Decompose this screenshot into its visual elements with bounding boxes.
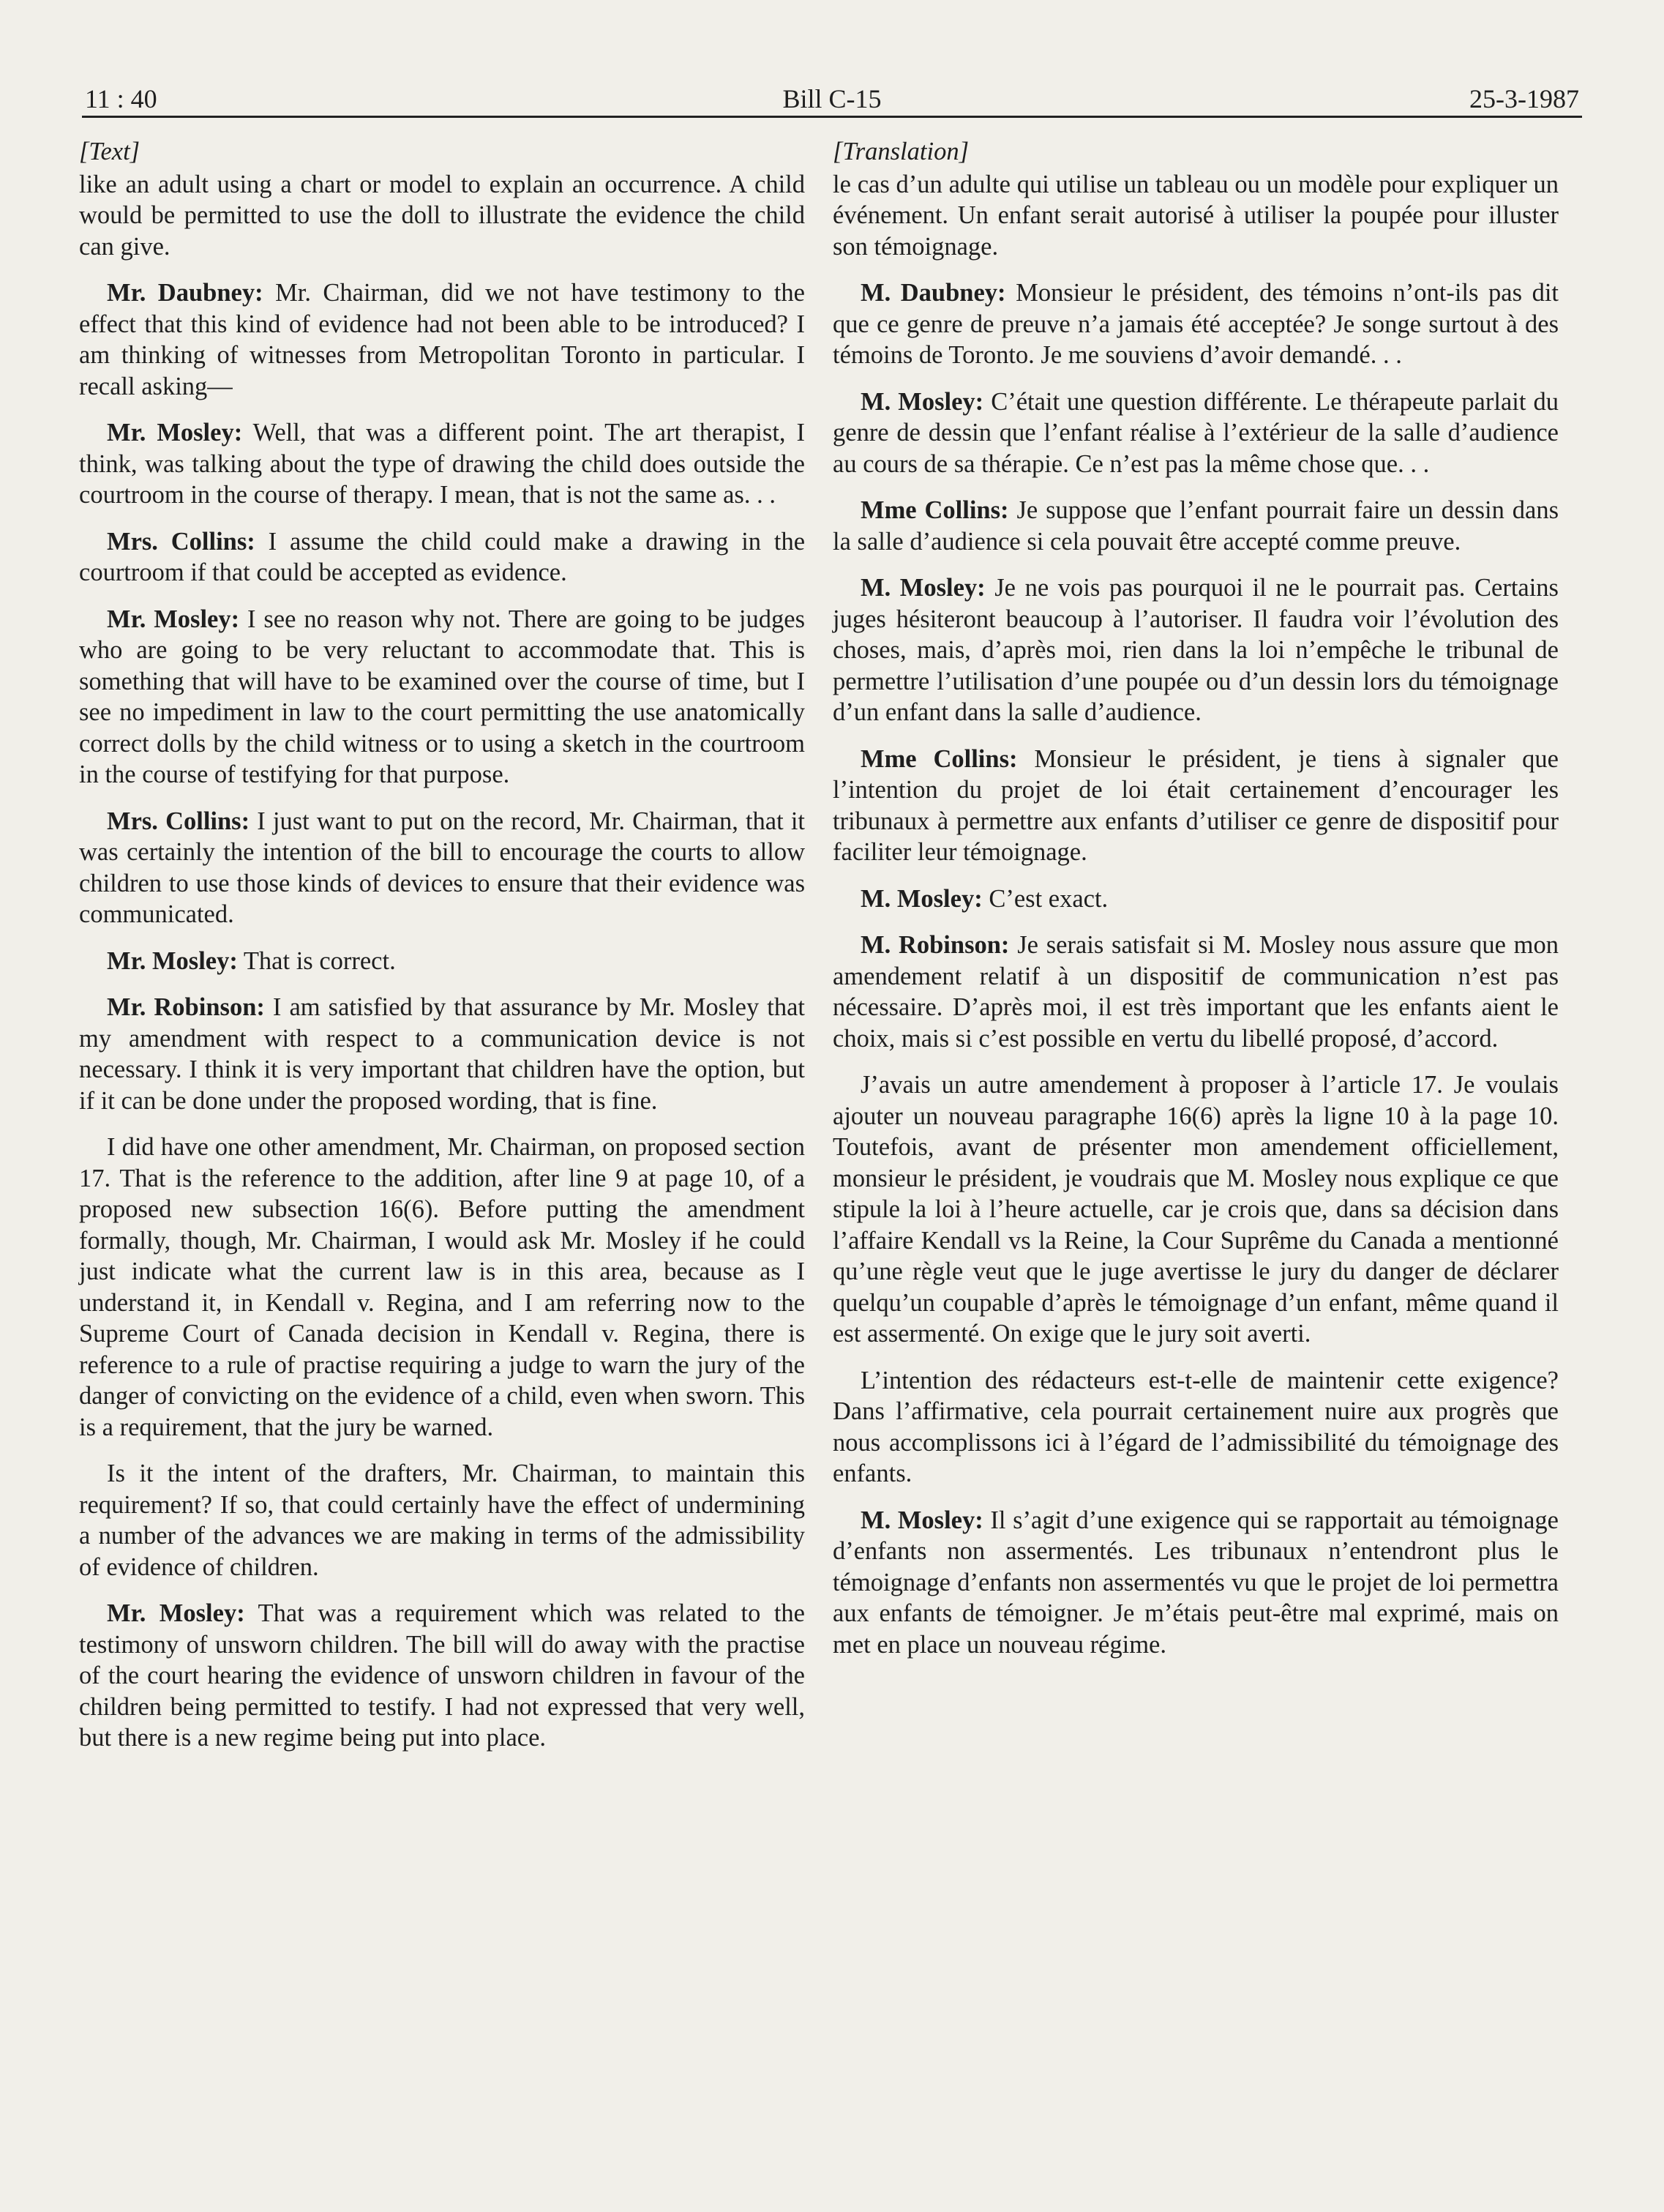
paragraph-text: C’est exact. xyxy=(982,884,1109,913)
paragraph-text: J’avais un autre amendement à proposer à l’article 17. Je voulais ajouter un nouveau paragraphe 16(6) après la ligne 10 à la page 10. Toutefois, avant de présenter mon amendement officiellement, monsieur le président, je voudrais que M. Mosley nous explique ce que stipule la loi à l’heure actuelle, car je crois que, dans sa décision dans l’affaire Kendall vs la Reine, la Cour Suprême du Canada a mentionné qu’une règle veut que le juge avertisse le jury du danger de déclarer quelqu’un coupable d’après le témoignage d’un enfant, même quand il est assermenté. On exige que le jury soit averti. xyxy=(833,1071,1559,1348)
transcript-paragraph xyxy=(833,495,1559,557)
speaker-name: Mr. Robinson: xyxy=(107,993,265,1021)
paragraph-text: Je suppose que l’enfant pourrait faire un dessin dans la salle d’audience si cela pouvait être accepté comme preuve. xyxy=(833,496,1559,556)
speaker-name: Mr. Mosley: xyxy=(107,1599,245,1627)
speaker-name: Mr. Mosley: xyxy=(107,605,240,633)
transcript-paragraph xyxy=(79,169,805,263)
transcript-paragraph xyxy=(833,744,1559,868)
paragraph-text: I just want to put on the record, Mr. Chairman, that it was certainly the intention of the bill to encourage the courts to allow children to use those kinds of devices to ensure that their evidence was communicated. xyxy=(79,807,806,928)
paragraph-text: I am satisfied by that assurance by Mr. Mosley that my amendment with respect to a communication device is not necessary. I think it is very important that children have the option, but if it can be done under the proposed wording, that is fine. xyxy=(79,993,805,1115)
speaker-name: Mr. Mosley: xyxy=(107,419,243,446)
transcript-paragraph xyxy=(833,572,1559,728)
speaker-name: Mme Collins: xyxy=(861,744,1018,773)
transcript-paragraph xyxy=(79,277,805,402)
transcript-paragraph xyxy=(79,946,805,977)
transcript-paragraph xyxy=(833,169,1559,263)
page-number: 11 : 40 xyxy=(85,84,157,113)
transcript-paragraph xyxy=(833,386,1559,480)
speaker-name: M. Robinson: xyxy=(861,931,1010,959)
speaker-name: M. Daubney: xyxy=(861,279,1006,307)
running-header xyxy=(82,79,1582,118)
bill-title: Bill C-15 xyxy=(782,84,882,113)
transcript-paragraph xyxy=(833,930,1559,1054)
transcript-paragraph xyxy=(79,992,805,1116)
transcript-paragraph xyxy=(79,1132,805,1443)
speaker-name: M. Mosley: xyxy=(861,387,984,416)
speaker-name: M. Mosley: xyxy=(861,1506,983,1534)
paragraph-text: L’intention des rédacteurs est-t-elle de maintenir cette exigence? Dans l’affirmative, cela pourrait certainement nuire aux progrès que nous accomplissons ici à l’égard de l’admissibilité du témoignage des enfants. xyxy=(833,1366,1559,1487)
french-section-label: [Translation] xyxy=(833,138,969,165)
paragraph-text: like an adult using a chart or model to explain an occurrence. A child would be permitted to use the doll to illustrate the evidence the child can give. xyxy=(79,170,805,261)
speaker-name: Mrs. Collins: xyxy=(107,527,255,556)
paragraph-text: That is correct. xyxy=(237,946,396,975)
transcript-paragraph xyxy=(833,883,1559,915)
transcript-paragraph xyxy=(833,1365,1559,1490)
transcript-paragraph xyxy=(79,1458,805,1583)
speaker-name: M. Mosley: xyxy=(861,884,983,913)
speaker-name: M. Mosley: xyxy=(861,574,986,602)
paragraph-text: Monsieur le président, des témoins n’ont-ils pas dit que ce genre de preuve n’a jamais été acceptée? Je songe surtout à des témoins de Toronto. Je me souviens d’avoir demandé. . . xyxy=(833,279,1559,369)
transcript-paragraph xyxy=(833,277,1559,371)
transcript-paragraph xyxy=(833,1069,1559,1350)
paragraph-text: Well, that was a different point. The art therapist, I think, was talking about the type of drawing the child does outside the courtroom in the course of therapy. I mean, that is not the same as. . . xyxy=(79,419,805,509)
paragraph-text: I did have one other amendment, Mr. Chairman, on proposed section 17. That is the reference to the addition, after line 9 at page 10, of a proposed new subsection 16(6). Before putting the amendment formally, though, Mr. Chairman, I would ask Mr. Mosley if he could just indicate what the current law is in this area, because as I understand it, in Kendall v. Regina, and I am referring now to the Supreme Court of Canada decision in Kendall v. Regina, there is reference to a rule of practise requiring a judge to warn the jury of the danger of convicting on the evidence of a child, even when sworn. This is a requirement, that the jury be warned. xyxy=(79,1133,805,1441)
paragraph-text: Mr. Chairman, did we not have testimony to the effect that this kind of evidence had not been able to be introduced? I am thinking of witnesses from Metropolitan Toronto in particular. I recall asking— xyxy=(79,279,805,400)
speaker-name: Mr. Daubney: xyxy=(107,279,263,307)
paragraph-text: That was a requirement which was related to the testimony of unsworn children. The bill will do away with the practise of the court hearing the evidence of unsworn children in favour of the children being permitted to testify. I had not expressed that very well, but there is a new regime being put into place. xyxy=(79,1599,805,1752)
paragraph-text: Monsieur le président, je tiens à signaler que l’intention du projet de loi était certainement d’encourager les tribunaux à permettre aux enfants d’utiliser ce genre de dispositif pour faciliter leur témoignage. xyxy=(833,744,1559,866)
transcript-paragraph xyxy=(79,1598,805,1754)
paragraph-text: I assume the child could make a drawing in the courtroom if that could be accepted as evidence. xyxy=(79,527,806,586)
paragraph-text: Is it the intent of the drafters, Mr. Chairman, to maintain this requirement? If so, that could certainly have the effect of undermining a number of the advances we are making in terms of the admissibility of evidence of children. xyxy=(79,1460,805,1581)
paragraph-text: I see no reason why not. There are going to be judges who are going to be very reluctant to accommodate that. This is something that will have to be examined over the course of time, but I see no impediment in law to the court permitting the use anatomically correct dolls by the child witness or to using a sketch in the courtroom in the course of testifying for that purpose. xyxy=(79,605,805,788)
speaker-name: Mrs. Collins: xyxy=(107,807,250,835)
speaker-name: Mme Collins: xyxy=(861,496,1009,524)
transcript-paragraph xyxy=(79,806,805,930)
paragraph-text: C’était une question différente. Le thérapeute parlait du genre de dessin que l’enfant réalise à l’extérieur de la salle d’audience au cours de sa thérapie. Ce n’est pas la même chose que. . . xyxy=(833,387,1559,478)
french-column xyxy=(833,136,1559,1675)
paragraph-text: Je ne vois pas pourquoi il ne le pourrait pas. Certains juges hésiteront beaucoup à l’autoriser. Il faudra voir l’évolution des choses, mais, d’après moi, rien dans la loi n’empêche le tribunal de permettre l’utilisation d’une poupée ou d’un dessin lors du témoignage d’un enfant dans la salle d’audience. xyxy=(833,574,1559,726)
transcript-paragraph xyxy=(833,1505,1559,1661)
paragraph-text: Il s’agit d’une exigence qui se rapportait au témoignage d’enfants non assermentés. Les tribunaux n’entendront plus le témoignage d’enfants non assermentés vu que le projet de loi permettra aux enfants de témoigner. Je m’étais peut-être mal exprimé, mais on met en place un nouveau régime. xyxy=(833,1506,1559,1659)
document-date: 25-3-1987 xyxy=(1469,84,1579,113)
speaker-name: Mr. Mosley: xyxy=(107,946,238,975)
english-section-label: [Text] xyxy=(79,138,140,165)
paragraph-text: Je serais satisfait si M. Mosley nous assure que mon amendement relatif à un dispositif de communication n’est pas nécessaire. D’après moi, il est très important que les enfants aient le choix, mais si c’est possible en vertu du libellé proposé, d’accord. xyxy=(833,931,1559,1053)
english-column xyxy=(79,136,805,1769)
transcript-paragraph xyxy=(79,417,805,511)
paragraph-text: le cas d’un adulte qui utilise un tableau ou un modèle pour expliquer un événement. Un enfant serait autorisé à utiliser la poupée pour illuster son témoignage. xyxy=(833,170,1559,261)
transcript-paragraph xyxy=(79,526,805,589)
transcript-paragraph xyxy=(79,604,805,791)
